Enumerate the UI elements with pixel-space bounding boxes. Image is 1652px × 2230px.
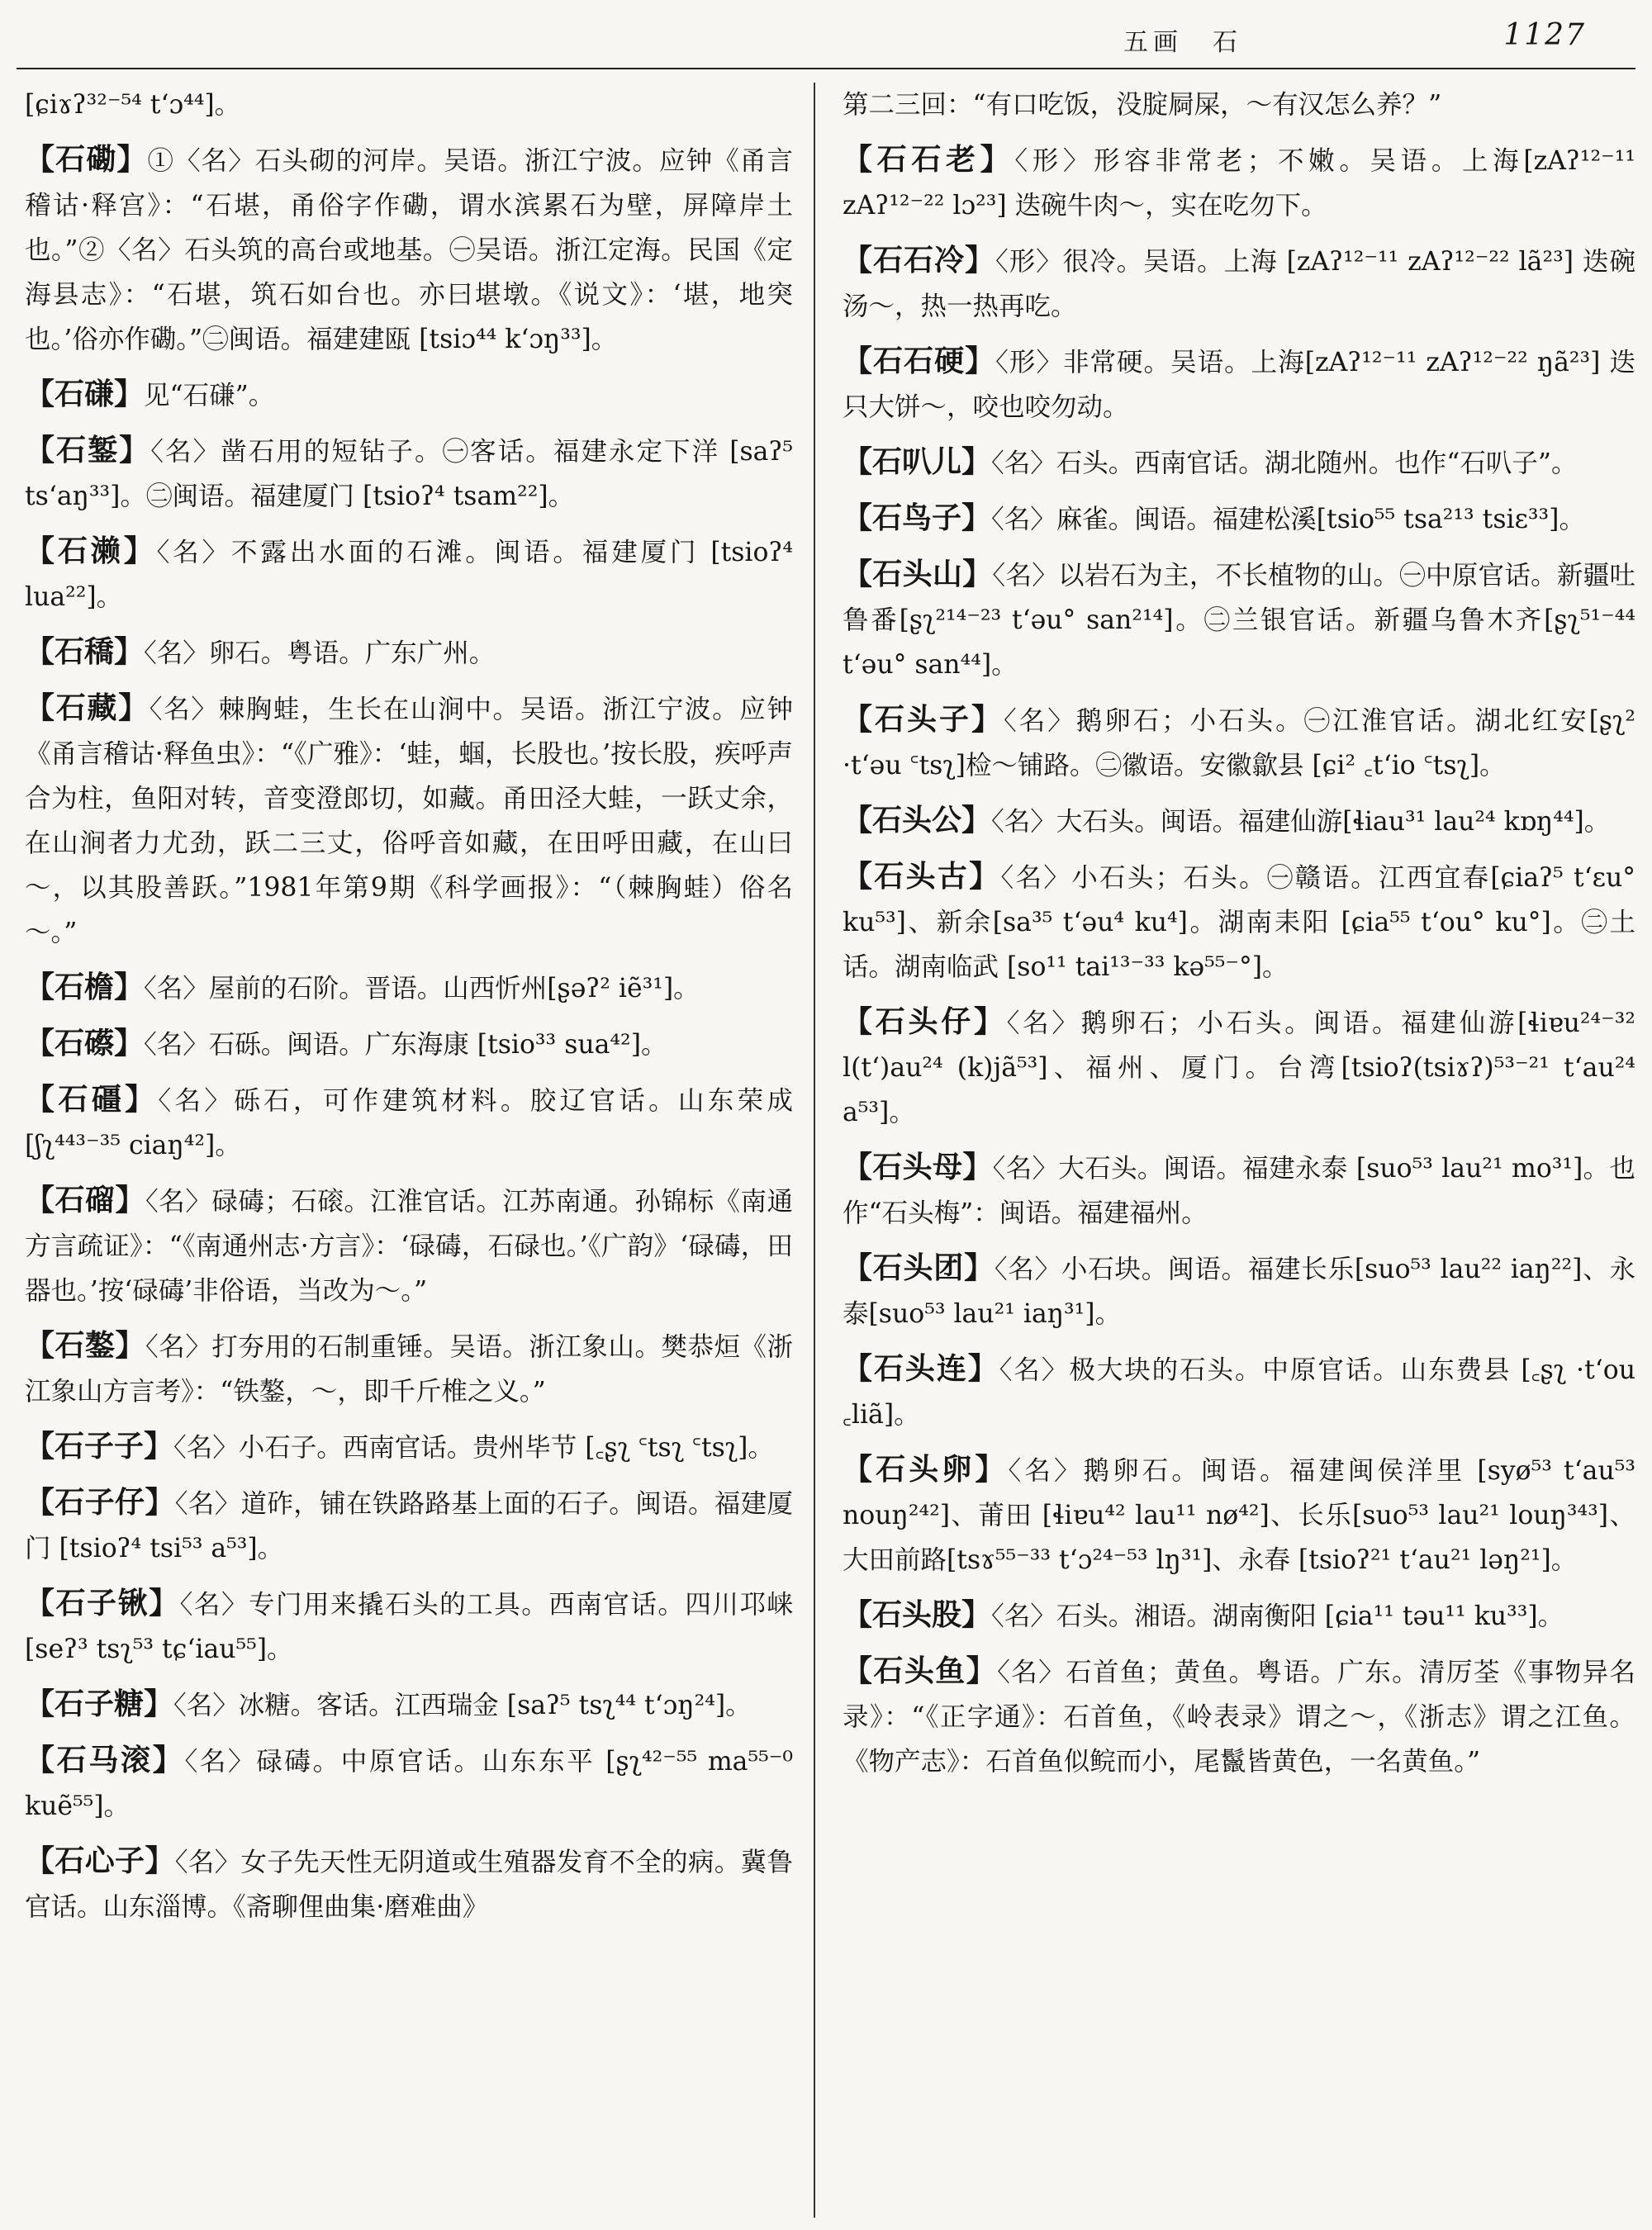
header-rule bbox=[17, 68, 1635, 69]
entry-text: 〈名〉极大块的石头。中原官话。山东费县 [꜀ʂʅ ·tʻou ꜀liã]。 bbox=[843, 1355, 1635, 1430]
entry-headword: 【石濑】 bbox=[25, 534, 157, 568]
dictionary-entry bbox=[843, 854, 1635, 989]
entry-headword: 【石石硬】 bbox=[843, 344, 996, 378]
dictionary-entry bbox=[25, 1738, 793, 1829]
dictionary-entry bbox=[25, 1178, 793, 1313]
entry-headword: 【石头古】 bbox=[843, 859, 1001, 894]
entry-text: 〈名〉石头。湘语。湖南衡阳 [ɕia¹¹ təu¹¹ ku³³]。 bbox=[991, 1601, 1564, 1631]
dictionary-entry bbox=[843, 552, 1635, 687]
entry-text: 〈名〉女子先天性无阴道或生殖器发育不全的病。冀鲁官话。山东淄博。《斋聊俚曲集·磨难曲》 bbox=[25, 1848, 793, 1922]
entry-text: 〈名〉鹅卵石。闽语。福建闽侯洋里 [syø⁵³ tʻau⁵³ nouŋ²⁴²]、莆田 [ɬiɐu⁴² lau¹¹ nø⁴²]、长乐[suo⁵³ lau²¹ louŋ³⁴³]、大田前路[tsɤ⁵⁵⁻³³ tʻɔ²⁴⁻⁵³ lŋ³¹]、永春 [tsioʔ²¹ tʻau²¹ ləŋ²¹]。 bbox=[843, 1456, 1635, 1575]
dictionary-entry bbox=[25, 1682, 793, 1728]
dictionary-entry bbox=[843, 697, 1635, 788]
dictionary-entry bbox=[843, 798, 1635, 844]
dictionary-entry bbox=[25, 137, 793, 362]
entry-headword: 【石头公】 bbox=[843, 803, 992, 837]
entry-text: 〈名〉砾石，可作建筑材料。胶辽官话。山东荣成 [ʃʅ⁴⁴³⁻³⁵ ciaŋ⁴²]。 bbox=[25, 1086, 793, 1160]
entry-headword: 【石子子】 bbox=[25, 1429, 174, 1464]
entry-text: 〈名〉以岩石为主，不长植物的山。㊀中原官话。新疆吐鲁番[ʂʅ²¹⁴⁻²³ tʻəu° san²¹⁴]。㊁兰银官话。新疆乌鲁木齐[ʂʅ⁵¹⁻⁴⁴ tʻəu° san⁴⁴]。 bbox=[843, 561, 1635, 680]
entry-text: 〈名〉道砟，铺在铁路路基上面的石子。闽语。福建厦门 [tsioʔ⁴ tsi⁵³ a⁵³]。 bbox=[25, 1489, 793, 1563]
dictionary-entry bbox=[25, 1839, 793, 1929]
entry-text: 第二三回：“有口吃饭，没腚屙屎，～有汉怎么养？” bbox=[843, 90, 1442, 120]
entry-text: 〈名〉碌碡。中原官话。山东东平 [ʂʅ⁴²⁻⁵⁵ ma⁵⁵⁻⁰ kuẽ⁵⁵]。 bbox=[25, 1747, 793, 1821]
page-header bbox=[1123, 18, 1586, 59]
entry-headword: 【石磂】 bbox=[25, 1183, 146, 1217]
dictionary-entry bbox=[25, 529, 793, 619]
entry-text: 〈名〉小石子。西南官话。贵州毕节 [꜀ʂʅ ꜂tsʅ ꜂tsʅ]。 bbox=[173, 1433, 774, 1463]
dictionary-entry bbox=[843, 1145, 1635, 1236]
entry-headword: 【石鸟子】 bbox=[843, 501, 992, 535]
entry-text: 〈名〉鹅卵石；小石头。闽语。福建仙游[ɬiɐu²⁴⁻³² l(tʻ)au²⁴ (k)jã⁵³]、福州、厦门。台湾[tsioʔ(tsiɤʔ)⁵³⁻²¹ tʻau²⁴ a⁵³]。 bbox=[843, 1008, 1635, 1127]
entry-text: 〈名〉大石头。闽语。福建永泰 [suo⁵³ lau²¹ mo³¹]。也作“石头梅”：闽语。福建福州。 bbox=[843, 1154, 1635, 1228]
entry-text: 〈名〉麻雀。闽语。福建松溪[tsio⁵⁵ tsa²¹³ tsiɛ³³]。 bbox=[991, 505, 1585, 534]
dictionary-entry bbox=[25, 1323, 793, 1414]
section-title: 五画 石 bbox=[1123, 28, 1242, 57]
entry-text: 〈形〉形容非常老；不嫩。吴语。上海[zAʔ¹²⁻¹¹ zAʔ¹²⁻²² lɔ²³] 迭碗牛肉～，实在吃勿下。 bbox=[843, 146, 1635, 221]
dictionary-entry bbox=[25, 1021, 793, 1067]
continuation-fragment bbox=[843, 83, 1635, 127]
entry-headword: 【石子糖】 bbox=[25, 1687, 174, 1721]
entry-headword: 【石子锹】 bbox=[25, 1586, 180, 1620]
entry-headword: 【石檐】 bbox=[25, 970, 145, 1004]
dictionary-entry bbox=[25, 1077, 793, 1168]
dictionary-entry bbox=[843, 1649, 1635, 1784]
entry-headword: 【石叭儿】 bbox=[843, 444, 992, 479]
entry-headword: 【石头山】 bbox=[843, 557, 993, 591]
entry-headword: 【石头股】 bbox=[843, 1597, 992, 1632]
dictionary-entry bbox=[843, 1245, 1635, 1336]
dictionary-entry bbox=[25, 428, 793, 519]
continuation-fragment bbox=[25, 83, 793, 127]
entry-headword: 【石穚】 bbox=[25, 634, 145, 669]
entry-headword: 【石磡】 bbox=[25, 142, 148, 177]
entry-headword: 【石头仔】 bbox=[843, 1004, 1007, 1039]
entry-text: 〈名〉专门用来撬石头的工具。西南官话。四川邛崃 [seʔ³ tsʅ⁵³ tɕʻiau⁵⁵]。 bbox=[25, 1590, 793, 1664]
entry-headword: 【石马滚】 bbox=[25, 1743, 185, 1777]
entry-text: 〈名〉卵石。粤语。广东广州。 bbox=[144, 638, 496, 668]
entry-headword: 【石头连】 bbox=[843, 1351, 999, 1386]
entry-text: 〈形〉非常硬。吴语。上海[zAʔ¹²⁻¹¹ zAʔ¹²⁻²² ŋã²³] 迭只大饼～，咬也咬勿动。 bbox=[843, 348, 1635, 422]
entry-text: 〈名〉不露出水面的石滩。闽语。福建厦门 [tsioʔ⁴ lua²²]。 bbox=[25, 538, 793, 612]
entry-headword: 【石头鱼】 bbox=[843, 1654, 998, 1688]
entry-headword: 【石錾】 bbox=[25, 433, 151, 467]
entry-headword: 【石头子】 bbox=[843, 702, 1004, 737]
entry-text: 〈名〉小石头；石头。㊀赣语。江西宜春[ɕiaʔ⁵ tʻɛu° ku⁵³]、新余[sa³⁵ tʻəu⁴ ku⁴]。湖南耒阳 [ɕia⁵⁵ tʻou° ku°]。㊁土话。湖南临武 [so¹¹ tai¹³⁻³³ kə⁵⁵⁻°]。 bbox=[843, 863, 1635, 982]
entry-headword: 【石头卵】 bbox=[843, 1452, 1009, 1487]
dictionary-entry bbox=[25, 1480, 793, 1571]
entry-headword: 【石石冷】 bbox=[843, 243, 995, 278]
entry-text: 〈名〉屋前的石阶。晋语。山西忻州[ʂəʔ² iẽ³¹]。 bbox=[144, 974, 700, 1004]
dictionary-entry bbox=[25, 965, 793, 1011]
dictionary-entry bbox=[843, 439, 1635, 486]
dictionary-entry bbox=[25, 1581, 793, 1672]
entry-text: 〈名〉凿石用的短钻子。㊀客话。福建永定下洋 [saʔ⁵ tsʻaŋ³³]。㊁闽语。福建厦门 [tsioʔ⁴ tsam²²]。 bbox=[25, 437, 793, 511]
entry-text: 〈名〉鹅卵石；小石头。㊀江淮官话。湖北红安[ʂʅ² ·tʻəu ꜂tsʅ]检～铺路。㊁徽语。安徽歙县 [ɕi² ꜀tʻio ꜂tsʅ]。 bbox=[843, 706, 1635, 780]
entry-text: [ɕiɤʔ³²⁻⁵⁴ tʻɔ⁴⁴]。 bbox=[25, 90, 241, 120]
dictionary-entry bbox=[843, 339, 1635, 429]
entry-headword: 【石头母】 bbox=[843, 1150, 993, 1184]
entry-text: 〈名〉小石块。闽语。福建长乐[suo⁵³ lau²² iaŋ²²]、永泰[suo⁵³ lau²¹ iaŋ³¹]。 bbox=[843, 1255, 1635, 1329]
dictionary-entry bbox=[25, 686, 793, 955]
entry-text: 〈名〉棘胸蛙，生长在山涧中。吴语。浙江宁波。应钟《甬言稽诂·释鱼虫》：“《广雅》：‘蛙，蝈，长股也。’按长股，疾呼声合为柱，鱼阳对转，音变澄郎切，如藏。甬田泾大蛙，一跃丈余，在山涧者力尤劲，跃二三丈，俗呼音如藏，在田呼田藏，在山曰～，以其股善跃。”1981年第9期《科学画报》：“（棘胸蛙）俗名～。” bbox=[25, 695, 793, 947]
dictionary-entry bbox=[843, 238, 1635, 329]
dictionary-entry bbox=[25, 1424, 793, 1470]
entry-text: ①〈名〉石头砌的河岸。吴语。浙江宁波。应钟《甬言稽诂·释宫》：“石堪，甬俗字作磡，谓水滨累石为壁，屏障岸土也。”②〈名〉石头筑的高台或地基。㊀吴语。浙江定海。民国《定海县志》：“石堪，筑石如台也。亦曰堪墩。《说文》：‘堪，地突也。’俗亦作磡。”㊁闽语。福建建瓯 [tsiɔ⁴⁴ kʻɔŋ³³]。 bbox=[25, 146, 793, 354]
entry-text: 〈名〉大石头。闽语。福建仙游[ɬiau³¹ lau²⁴ kɒŋ⁴⁴]。 bbox=[991, 807, 1611, 837]
dictionary-entry bbox=[843, 1447, 1635, 1582]
entry-headword: 【石鏊】 bbox=[25, 1328, 146, 1363]
column-divider bbox=[814, 83, 815, 2218]
entry-text: 〈名〉碌碡；石磙。江淮官话。江苏南通。孙锦标《南通方言疏证》：“《南通州志·方言》：‘碌碡，石碌也。’《广韵》‘碌碡，田器也。’按‘碌碡’非俗语，当改为～。” bbox=[25, 1187, 793, 1306]
entry-text: 〈形〉很冷。吴语。上海 [zAʔ¹²⁻¹¹ zAʔ¹²⁻²² lã²³] 迭碗汤～，热一热再吃。 bbox=[843, 247, 1635, 321]
dictionary-entry bbox=[843, 1592, 1635, 1639]
entry-headword: 【石礓】 bbox=[25, 1082, 159, 1117]
entry-text: 〈名〉石头。西南官话。湖北随州。也作“石叭子”。 bbox=[991, 448, 1578, 478]
entry-headword: 【石头团】 bbox=[843, 1250, 995, 1285]
left-column bbox=[25, 83, 793, 2218]
dictionary-entry bbox=[25, 372, 793, 418]
dictionary-entry bbox=[843, 496, 1635, 542]
entry-text: 见“石磏”。 bbox=[144, 381, 275, 410]
entry-headword: 【石磏】 bbox=[25, 377, 145, 411]
dictionary-entry bbox=[843, 999, 1635, 1135]
entry-headword: 【石心子】 bbox=[25, 1843, 175, 1878]
entry-headword: 【石礤】 bbox=[25, 1026, 145, 1060]
entry-text: 〈名〉石砾。闽语。广东海康 [tsio³³ sua⁴²]。 bbox=[144, 1030, 667, 1060]
entry-text: 〈名〉冰糖。客话。江西瑞金 [saʔ⁵ tsʅ⁴⁴ tʻɔŋ²⁴]。 bbox=[173, 1691, 752, 1720]
dictionary-entry bbox=[25, 629, 793, 676]
right-column bbox=[843, 83, 1635, 2218]
entry-text: 〈名〉打夯用的石制重锤。吴语。浙江象山。樊恭烜《浙江象山方言考》：“铁鏊，～，即千斤椎之义。” bbox=[25, 1332, 793, 1407]
entry-text: 〈名〉石首鱼；黄鱼。粤语。广东。清厉荃《事物异名录》：“《正字通》：石首鱼，《岭表录》谓之～，《浙志》谓之江鱼。《物产志》：石首鱼似鲩而小，尾鬣皆黄色，一名黄鱼。” bbox=[843, 1658, 1635, 1777]
entry-headword: 【石石老】 bbox=[843, 142, 1015, 177]
dictionary-entry bbox=[843, 1346, 1635, 1437]
page-number: 1127 bbox=[1503, 18, 1586, 52]
entry-headword: 【石藏】 bbox=[25, 690, 150, 725]
dictionary-entry bbox=[843, 137, 1635, 228]
entry-headword: 【石子仔】 bbox=[25, 1485, 175, 1520]
